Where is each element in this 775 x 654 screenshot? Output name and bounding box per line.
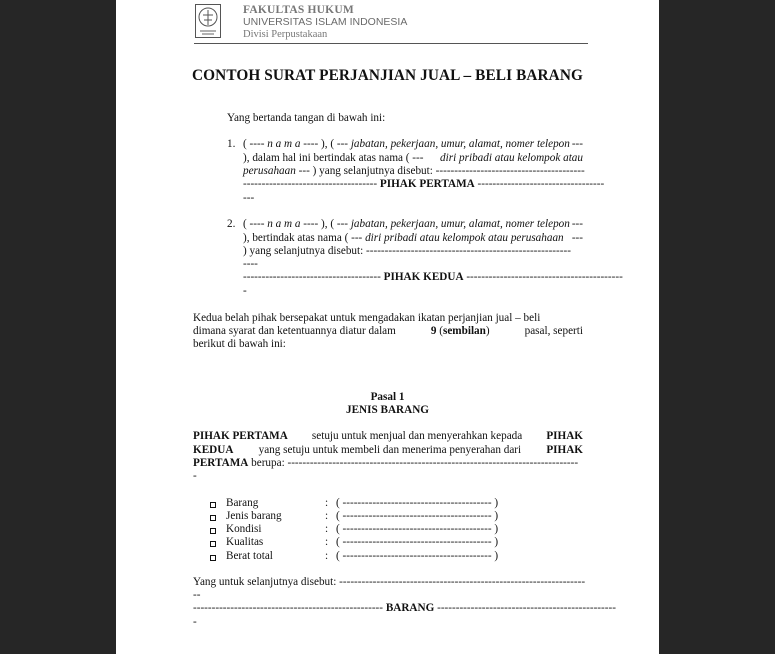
document-page [116,0,659,654]
party1-number: 1. [227,138,236,150]
agreement-line1: Kedua belah pihak bersepakat untuk mengadakan ikatan perjanjian jual – beli [193,312,541,324]
checkbox-bullet-icon [210,528,216,534]
item-colon: : [325,550,329,562]
checkbox-bullet-icon [210,541,216,547]
pasal1-line3: PERTAMA berupa: ------------------------------------------------------------------------------ [193,457,579,469]
closing-line3: --------------------------------------------------- BARANG ------------------------------------------------ [193,602,616,614]
checkbox-bullet-icon [210,502,216,508]
item-value: ( ---------------------------------------- ) [336,536,499,548]
checkbox-bullet-icon [210,515,216,521]
party2-line5: ------------------------------------- PIHAK KEDUA ------------------------------------------ [243,271,623,283]
pasal1-heading: Pasal 1 [370,391,405,403]
item-label: Jenis barang [226,510,282,522]
party1-line3: perusahaan --- ) yang selanjutnya disebut: ---------------------------------------- [243,165,585,177]
item-value: ( ---------------------------------------- ) [336,497,499,509]
university-logo [195,4,221,38]
party1-line1: ( ---- n a m a ---- ), ( --- jabatan, pekerjaan, umur, alamat, nomer telepon --- [243,138,583,150]
pasal1-line1: PIHAK PERTAMA setuju untuk menjual dan menyerahkan kepada PIHAK [193,430,583,442]
party2-line6: - [243,285,247,297]
item-label: Kondisi [226,523,262,535]
party2-line1: ( ---- n a m a ---- ), ( --- jabatan, pekerjaan, umur, alamat, nomer telepon --- [243,218,583,230]
pasal1-line2: KEDUA yang setuju untuk membeli dan menerima penyerahan dari PIHAK [193,444,583,456]
party1-line4: ------------------------------------ PIHAK PERTAMA ---------------------------------- [243,178,605,190]
agreement-line3: berikut di bawah ini: [193,338,286,350]
party1-line2: ), dalam hal ini bertindak atas nama ( --- diri pribadi atau kelompok atau [243,152,583,164]
intro-text: Yang bertanda tangan di bawah ini: [227,112,386,124]
pasal1-line4: - [193,470,197,482]
item-colon: : [325,523,329,535]
party2-line3: ) yang selanjutnya disebut: ------------------------------------------------------- [243,245,571,257]
party2-line2: ), bertindak atas nama ( --- diri pribadi atau kelompok atau perusahaan --- [243,232,583,244]
closing-line1: Yang untuk selanjutnya disebut: ------------------------------------------------------------------ [193,576,586,588]
pihak-kedua-label: PIHAK KEDUA [383,271,464,283]
agreement-line2: dimana syarat dan ketentuannya diatur dalam 9 (sembilan) pasal, seperti [193,325,583,337]
party2-line4: ---- [243,258,258,270]
document-title: CONTOH SURAT PERJANJIAN JUAL – BELI BARANG [192,67,583,84]
party1-line5: --- [243,192,255,204]
closing-line4: - [193,616,197,628]
division-name: Divisi Perpustakaan [243,29,328,40]
item-label: Barang [226,497,259,509]
barang-label: BARANG [385,602,435,614]
item-colon: : [325,536,329,548]
item-label: Berat total [226,550,273,562]
item-colon: : [325,497,329,509]
party2-number: 2. [227,218,236,230]
closing-line2: -- [193,589,201,601]
item-colon: : [325,510,329,522]
item-value: ( ---------------------------------------- ) [336,550,499,562]
pihak-pertama-label: PIHAK PERTAMA [379,178,475,190]
faculty-name: FAKULTAS HUKUM [243,4,354,16]
checkbox-bullet-icon [210,555,216,561]
pasal1-subheading: JENIS BARANG [346,404,429,416]
item-value: ( ---------------------------------------- ) [336,523,499,535]
item-value: ( ---------------------------------------- ) [336,510,499,522]
item-label: Kualitas [226,536,264,548]
letterhead [194,3,588,44]
university-name: UNIVERSITAS ISLAM INDONESIA [243,16,408,28]
